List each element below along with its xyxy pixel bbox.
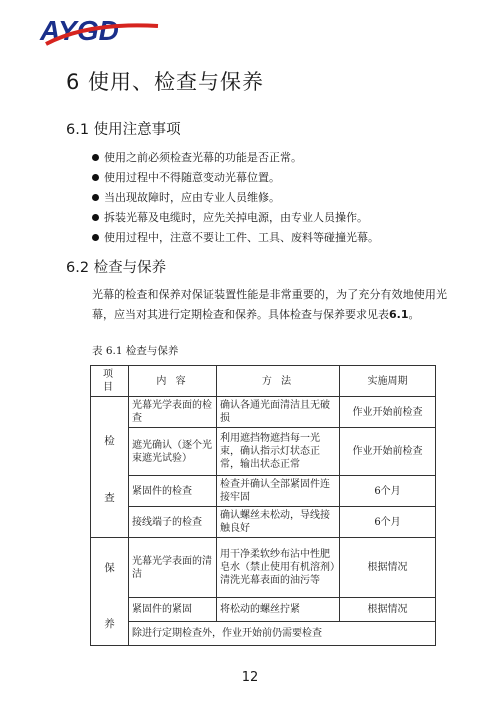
logo-text: AYGD — [40, 15, 119, 46]
table-row — [91, 622, 436, 646]
table-row — [91, 428, 436, 476]
inspection-heading: 6.2 检查与保养 — [66, 260, 167, 276]
group-check — [91, 397, 129, 538]
cell-method: 确认各通光面清洁且无破损 — [217, 397, 340, 428]
table-row — [91, 507, 436, 538]
list-item: 使用过程中不得随意变动光幕位置。 — [92, 168, 462, 188]
inspection-paragraph — [92, 285, 447, 325]
paragraph-text: 光幕的检查和保养对保证装置性能是非常重要的，为了充分有效地使用光幕，应当对其进行定期检查和保养。具体检查与保养要求见表 — [92, 288, 447, 321]
cell-period: 根据情况 — [340, 538, 436, 598]
cell-method: 确认螺丝未松动，导线接触良好 — [217, 507, 340, 538]
cell-period: 作业开始前检查 — [340, 428, 436, 476]
list-item: 使用之前必须检查光幕的功能是否正常。 — [92, 148, 462, 168]
table-row — [91, 397, 436, 428]
cell-period: 根据情况 — [340, 598, 436, 622]
group-maint-char: 保 — [104, 562, 115, 574]
inspection-table — [90, 365, 436, 646]
cell-period: 6个月 — [340, 476, 436, 507]
cell-content: 接线端子的检查 — [129, 507, 217, 538]
table-caption: 表 6.1 检查与保养 — [92, 345, 179, 357]
paragraph-end: 。 — [408, 308, 420, 321]
header-content: 内 容 — [129, 366, 217, 397]
header-item: 项 目 — [91, 366, 129, 397]
cell-content: 光幕光学表面的检查 — [129, 397, 217, 428]
usage-heading: 6.1 使用注意事项 — [66, 122, 181, 138]
cell-content: 遮光确认（逐个光束遮光试验） — [129, 428, 217, 476]
cell-method: 检查并确认全部紧固件连接牢固 — [217, 476, 340, 507]
page-number: 12 — [241, 670, 259, 685]
cell-method: 利用遮挡物遮挡每一光束，确认指示灯状态正常，输出状态正常 — [217, 428, 340, 476]
group-maint-char: 养 — [104, 618, 115, 630]
brand-logo — [38, 14, 168, 46]
table-row — [91, 476, 436, 507]
cell-content: 紧固件的紧固 — [129, 598, 217, 622]
table-row — [91, 538, 436, 598]
table-reference: 6.1 — [389, 308, 409, 321]
header-method: 方 法 — [217, 366, 340, 397]
group-check-char: 检 — [104, 435, 115, 447]
list-item: 使用过程中，注意不要让工件、工具、废料等碰撞光幕。 — [92, 228, 462, 248]
group-maint — [91, 538, 129, 646]
table-header-row — [91, 366, 436, 397]
cell-method: 用干净柔软纱布沾中性肥皂水（禁止使用有机溶剂）清洗光幕表面的油污等 — [217, 538, 340, 598]
section-title: 6 使用、检查与保养 — [66, 70, 265, 94]
list-item: 当出现故障时，应由专业人员维修。 — [92, 188, 462, 208]
table-note: 除进行定期检查外，作业开始前仍需要检查 — [129, 622, 436, 646]
cell-period: 6个月 — [340, 507, 436, 538]
group-check-char: 查 — [104, 492, 115, 504]
usage-bullet-list — [92, 148, 462, 248]
cell-period: 作业开始前检查 — [340, 397, 436, 428]
cell-content: 光幕光学表面的清洁 — [129, 538, 217, 598]
cell-content: 紧固件的检查 — [129, 476, 217, 507]
cell-method: 将松动的螺丝拧紧 — [217, 598, 340, 622]
list-item: 拆装光幕及电缆时，应先关掉电源，由专业人员操作。 — [92, 208, 462, 228]
table-row — [91, 598, 436, 622]
header-period: 实施周期 — [340, 366, 436, 397]
